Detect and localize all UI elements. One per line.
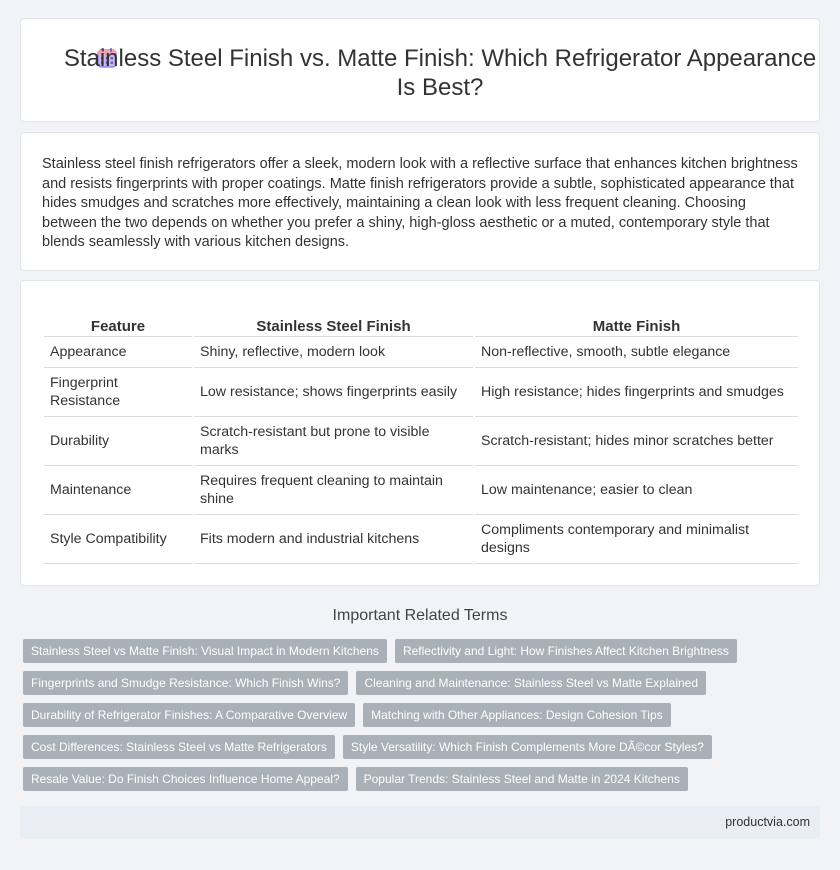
column-header-matte: Matte Finish	[475, 314, 798, 337]
table-cell-feature: Appearance	[44, 337, 192, 368]
table-cell-feature: Durability	[44, 417, 192, 466]
related-terms-list	[23, 639, 803, 799]
related-term-link[interactable]: Reflectivity and Light: How Finishes Affect Kitchen Brightness	[395, 639, 737, 663]
related-term-link[interactable]: Fingerprints and Smudge Resistance: Which Finish Wins?	[23, 671, 348, 695]
related-term-link[interactable]: Resale Value: Do Finish Choices Influence Home Appeal?	[23, 767, 348, 791]
table-cell-matte: Scratch-resistant; hides minor scratches better	[475, 417, 798, 466]
comparison-table-card	[20, 280, 820, 586]
related-terms-heading: Important Related Terms	[332, 607, 508, 624]
table-cell-stainless: Fits modern and industrial kitchens	[194, 515, 473, 564]
table-cell-stainless: Shiny, reflective, modern look	[194, 337, 473, 368]
comparison-table	[42, 314, 800, 564]
related-term-link[interactable]: Matching with Other Appliances: Design Cohesion Tips	[363, 703, 671, 727]
intro-card	[20, 132, 820, 271]
table-cell-matte: Low maintenance; easier to clean	[475, 466, 798, 515]
table-row	[44, 368, 798, 417]
table-cell-matte: Non-reflective, smooth, subtle elegance	[475, 337, 798, 368]
related-term-link[interactable]: Cost Differences: Stainless Steel vs Matte Refrigerators	[23, 735, 335, 759]
table-cell-matte: Compliments contemporary and minimalist designs	[475, 515, 798, 564]
title-card	[20, 18, 820, 122]
related-term-link[interactable]: Stainless Steel vs Matte Finish: Visual Impact in Modern Kitchens	[23, 639, 387, 663]
related-term-link[interactable]: Popular Trends: Stainless Steel and Matte in 2024 Kitchens	[356, 767, 688, 791]
table-header-row	[44, 314, 798, 337]
footer-site-name: productvia.com	[725, 815, 810, 829]
table-cell-feature: Fingerprint Resistance	[44, 368, 192, 417]
column-header-feature: Feature	[44, 314, 192, 337]
table-cell-stainless: Low resistance; shows fingerprints easily	[194, 368, 473, 417]
footer	[20, 806, 820, 839]
table-row	[44, 417, 798, 466]
table-cell-stainless: Scratch-resistant but prone to visible marks	[194, 417, 473, 466]
table-row	[44, 515, 798, 564]
related-term-link[interactable]: Style Versatility: Which Finish Complements More DÃ©cor Styles?	[343, 735, 712, 759]
table-row	[44, 337, 798, 368]
table-cell-matte: High resistance; hides fingerprints and smudges	[475, 368, 798, 417]
table-row	[44, 466, 798, 515]
table-cell-feature: Maintenance	[44, 466, 192, 515]
page-title: Stainless Steel Finish vs. Matte Finish: Which Refrigerator Appearance Is Best?	[63, 45, 817, 101]
column-header-stainless: Stainless Steel Finish	[194, 314, 473, 337]
related-term-link[interactable]: Durability of Refrigerator Finishes: A Comparative Overview	[23, 703, 355, 727]
table-cell-feature: Style Compatibility	[44, 515, 192, 564]
table-cell-stainless: Requires frequent cleaning to maintain shine	[194, 466, 473, 515]
intro-paragraph: Stainless steel finish refrigerators offer a sleek, modern look with a reflective surface that enhances kitchen brightness and resists fingerprints with proper coatings. Matte finish refrigerators provide a subtle, sophisticated appearance that hides smudges and scratches more effectively, maintaining a clean look with less frequent cleaning. Choosing between the two depends on whether you prefer a shiny, high-gloss aesthetic or a muted, contemporary style that blends seamlessly with various kitchen designs.	[42, 156, 798, 251]
related-term-link[interactable]: Cleaning and Maintenance: Stainless Steel vs Matte Explained	[356, 671, 706, 695]
